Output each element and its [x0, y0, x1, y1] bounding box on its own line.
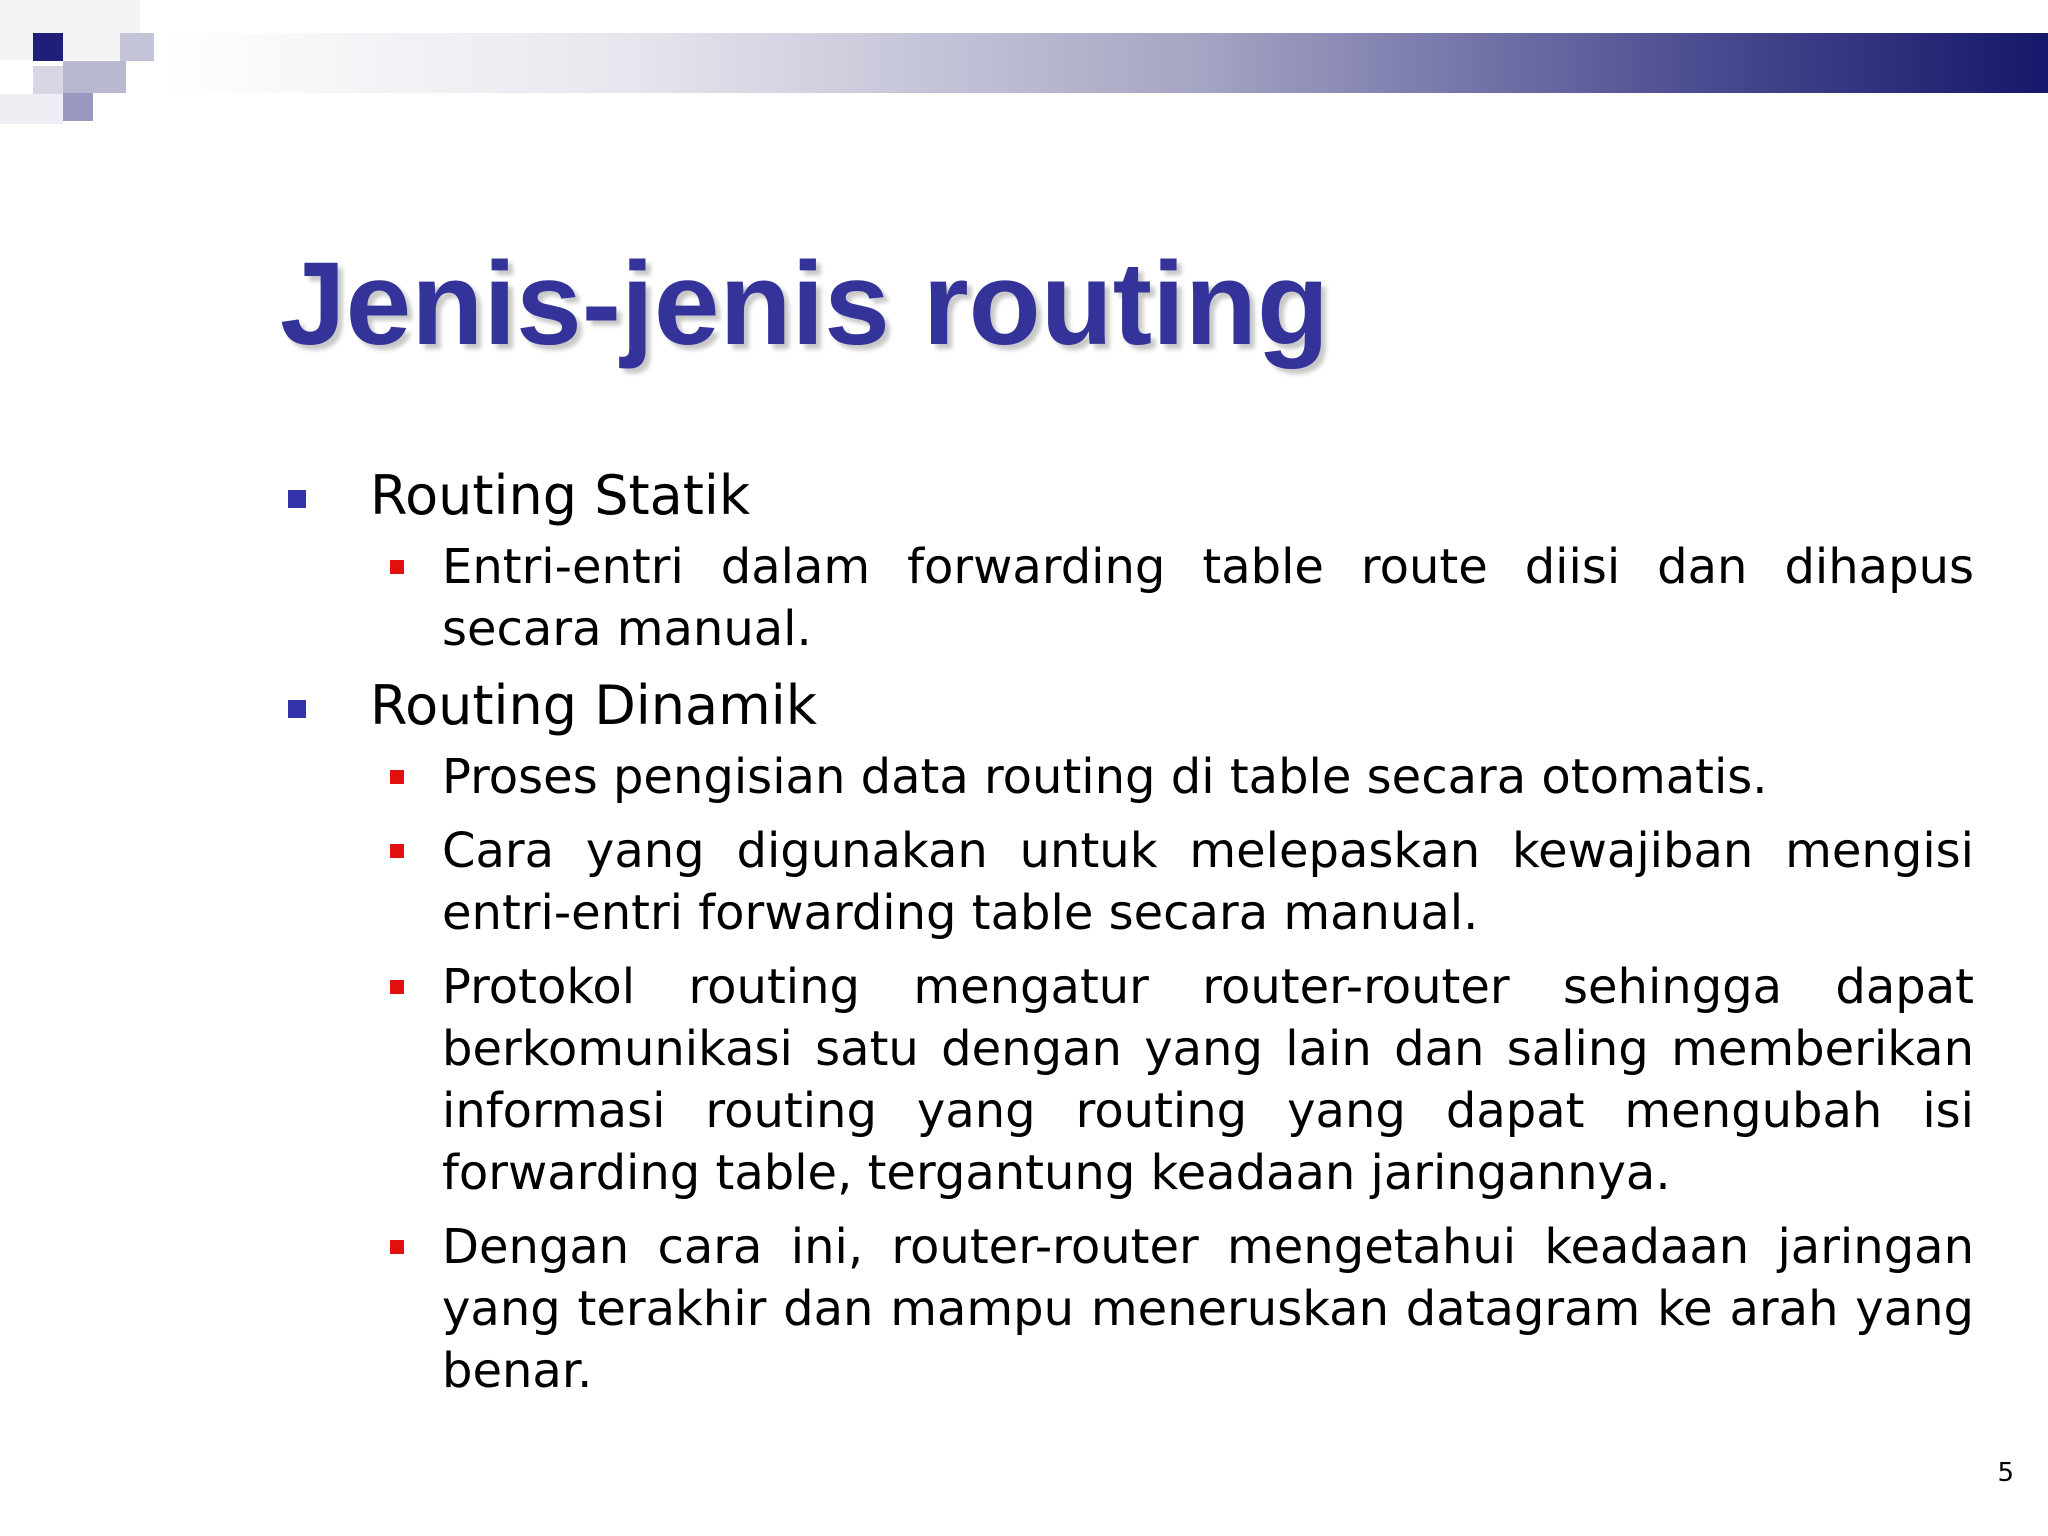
bullet-text: Dengan cara ini, router-router mengetahui keadaan jaringan yang terakhir dan mampu meneruskan datagram ke arah yang benar. [442, 1219, 1974, 1399]
bullet-item-level2 [280, 820, 1986, 944]
decor-square [63, 93, 93, 121]
decor-square [120, 33, 154, 61]
bullet-item-level2 [280, 746, 1986, 808]
decor-square [33, 33, 63, 61]
square-bullet-icon [390, 770, 404, 784]
square-bullet-icon [390, 844, 404, 858]
decor-square [0, 94, 63, 124]
bullet-item-level2 [280, 536, 1986, 660]
header-gradient-bar [160, 33, 2048, 93]
section-heading: Routing Dinamik [370, 674, 817, 737]
sub-list [280, 746, 1986, 1402]
slide-title: Jenis-jenis routing [280, 238, 1330, 370]
decor-square [63, 61, 126, 93]
slide-content [280, 462, 1986, 1414]
page-number: 5 [1997, 1458, 2014, 1488]
bullet-text: Protokol routing mengatur router-router sehingga dapat berkomunikasi satu dengan yang lain dan saling memberikan informasi routing yang routing yang dapat mengubah isi forwarding table, tergantung keadaan jaringannya. [442, 959, 1974, 1201]
decor-square [33, 66, 63, 94]
square-bullet-icon [288, 490, 306, 508]
sub-list [280, 536, 1986, 660]
bullet-item-level1 [280, 672, 1986, 740]
square-bullet-icon [390, 560, 404, 574]
bullet-text: Entri-entri dalam forwarding table route diisi dan dihapus secara manual. [442, 539, 1974, 657]
bullet-item-level1 [280, 462, 1986, 530]
bullet-item-level2 [280, 956, 1986, 1204]
square-bullet-icon [390, 1240, 404, 1254]
square-bullet-icon [288, 700, 306, 718]
bullet-text: Cara yang digunakan untuk melepaskan kewajiban mengisi entri-entri forwarding table secara manual. [442, 823, 1974, 941]
square-bullet-icon [390, 980, 404, 994]
section-heading: Routing Statik [370, 464, 751, 527]
bullet-text: Proses pengisian data routing di table secara otomatis. [442, 749, 1768, 805]
decor-square [0, 0, 140, 60]
bullet-item-level2 [280, 1216, 1986, 1402]
